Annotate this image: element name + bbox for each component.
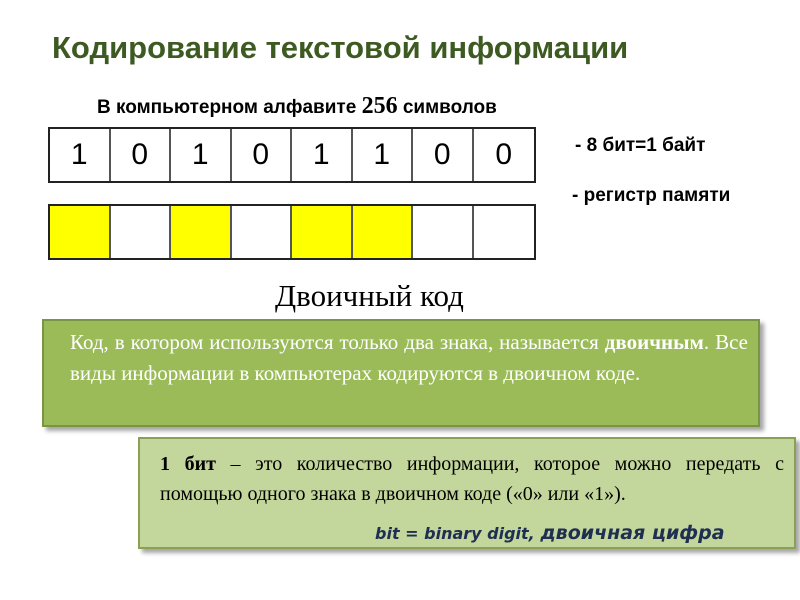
bit-cell-1: 1 [50,129,111,181]
register-cell-8 [474,206,535,258]
bit-etymology-note [375,518,735,549]
slide-title: Кодирование текстовой информации [52,30,629,65]
binary-code-heading: Двоичный код [275,278,464,313]
bit-cell-6: 1 [353,129,414,181]
register-cell-7 [413,206,474,258]
bit-cell-7: 0 [413,129,474,181]
alphabet-subtitle [97,93,497,120]
definition-part1: Код, в котором используются только два знака, называется [70,330,605,354]
bit-cell-3: 1 [171,129,232,181]
definition-bold: двоичным [604,330,704,354]
bit-note-part1: bit = binary digit, [375,524,541,543]
register-cell-3 [171,206,232,258]
bit-definition-bold: 1 бит [160,453,216,475]
bit-note-part2: двоичная цифра [540,522,725,544]
register-note: - регистр памяти [572,185,731,206]
register-cell-5 [292,206,353,258]
register-cell-2 [111,206,172,258]
register-cell-4 [232,206,293,258]
register-cell-6 [353,206,414,258]
bit-cell-4: 0 [232,129,293,181]
subtitle-before: В компьютерном алфавите [97,97,362,118]
register-table [48,204,536,260]
subtitle-number: 256 [361,93,398,119]
bit-cell-2: 0 [111,129,172,181]
definition-part2: . Все виды информации в компьютерах кодируются в двоичном коде. [70,330,748,385]
bit-cell-5: 1 [292,129,353,181]
register-cell-1 [50,206,111,258]
bit-cell-8: 0 [495,138,513,171]
subtitle-after: символов [397,97,497,118]
bit-definition-rest: – это количество информации, которое можно передать с помощью одного знака в двоичном коде («0» или «1»). [160,453,784,505]
byte-note: - 8 бит=1 байт [575,135,706,156]
binary-definition-box [42,319,760,427]
bits-table [48,127,536,183]
